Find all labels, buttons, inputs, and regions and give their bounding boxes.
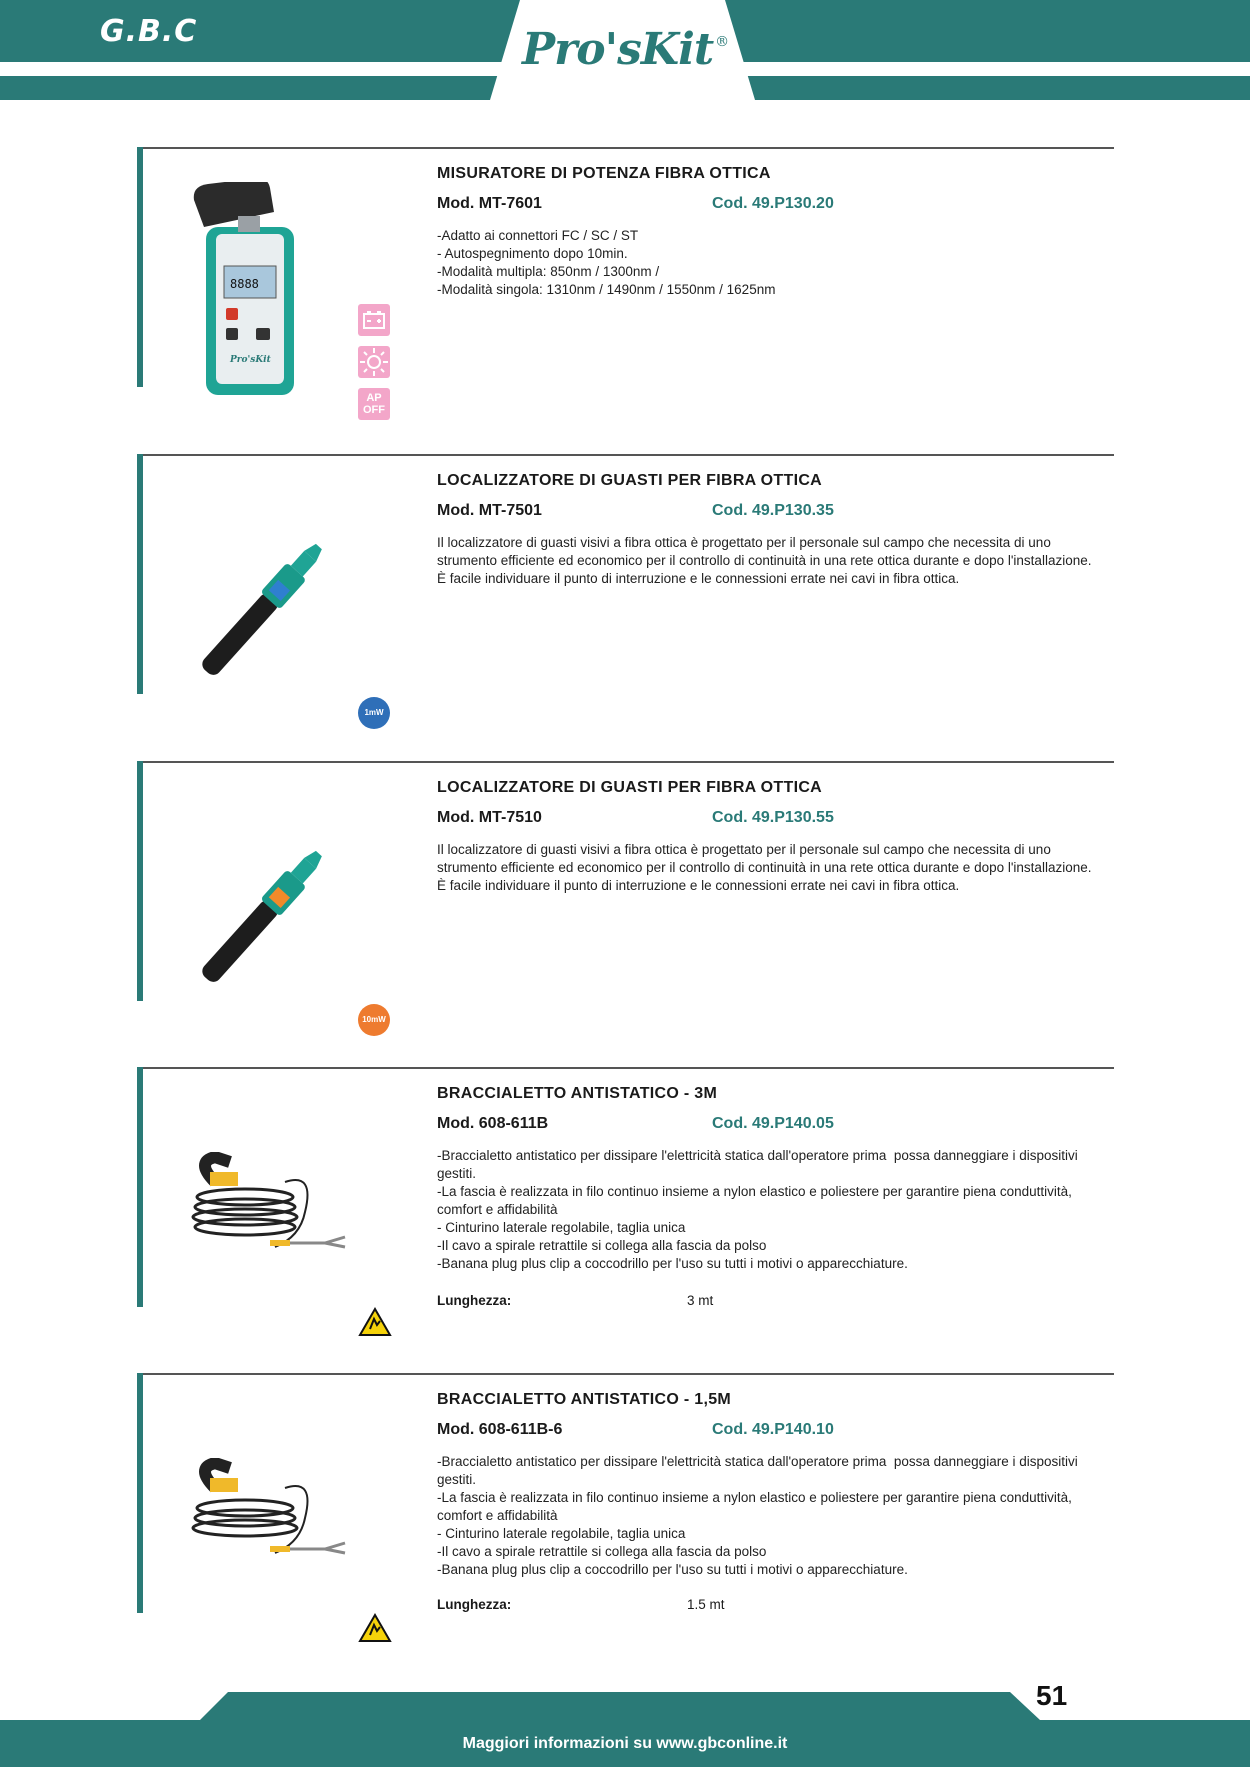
product-accent-bar <box>137 761 143 1001</box>
product-code: Cod. 49.P130.55 <box>712 809 834 826</box>
product-divider <box>143 454 1114 456</box>
fault-locator-image <box>170 831 350 1006</box>
product-title: BRACCIALETTO ANTISTATICO - 3M <box>437 1085 718 1102</box>
product-model: Mod. MT-7501 <box>437 502 542 519</box>
product-description: Il localizzatore di guasti visivi a fibra ottica è progettato per il personale sul campo che necessita di uno strumento efficiente ed economico per il controllo di continuità in una rete ottica durante e dopo l'installazione. È facile individuare il punto di interruzione e le connessioni errate nei cavi in fibra ottica. <box>437 842 1092 893</box>
product-divider <box>143 1067 1114 1069</box>
product-model: Mod. MT-7601 <box>437 195 542 212</box>
product-model: Mod. 608-611B-6 <box>437 1421 563 1438</box>
battery-icon <box>358 304 390 336</box>
product-title: LOCALIZZATORE DI GUASTI PER FIBRA OTTICA <box>437 779 823 796</box>
product-accent-bar <box>137 1067 143 1307</box>
product-608-611b-6 <box>0 1373 1250 1673</box>
product-code: Cod. 49.P140.05 <box>712 1115 834 1132</box>
footer-website-link[interactable]: Maggiori informazioni su www.gbconline.it <box>462 1735 788 1752</box>
power-meter-image <box>190 182 310 397</box>
auto-power-off-icon: AP OFF <box>358 388 390 420</box>
product-mt-7510 <box>0 761 1250 1061</box>
backlight-icon <box>358 346 390 378</box>
product-mt-7501 <box>0 454 1250 754</box>
antistatic-wristband-image <box>185 1152 355 1267</box>
product-title: BRACCIALETTO ANTISTATICO - 1,5M <box>437 1391 732 1408</box>
spec-label: Lunghezza: <box>437 1293 512 1308</box>
product-accent-bar <box>137 1373 143 1613</box>
product-accent-bar <box>137 454 143 694</box>
product-title: LOCALIZZATORE DI GUASTI PER FIBRA OTTICA <box>437 472 823 489</box>
svg-text:Pro'sKit: Pro'sKit <box>230 355 271 365</box>
product-model: Mod. 608-611B <box>437 1115 549 1132</box>
product-model: Mod. MT-7510 <box>437 809 542 826</box>
antistatic-wristband-image <box>185 1458 355 1573</box>
gbc-logo: G.B.C <box>100 14 198 49</box>
product-divider <box>143 1373 1114 1375</box>
product-accent-bar <box>137 147 143 387</box>
product-608-611b <box>0 1067 1250 1367</box>
product-description: -Braccialetto antistatico per dissipare l'elettricità statica dall'operatore prima possa danneggiare i dispositivi gestiti. -La fascia è realizzata in filo continuo insieme a nylon elastico e poliestere per garantire piena conduttività, comfort e affidabilità - Cinturino laterale regolabile, taglia unica -Il cavo a spirale retrattile si collega alla fascia da polso -Banana plug plus clip a coccodrillo per l'uso su tutti i motivi o apparecchiature. <box>437 1454 1078 1577</box>
product-description: Il localizzatore di guasti visivi a fibra ottica è progettato per il personale sul campo che necessita di uno strumento efficiente ed economico per il controllo di continuità in una rete ottica durante e dopo l'installazione. È facile individuare il punto di interruzione e le connessioni errate nei cavi in fibra ottica. <box>437 535 1092 586</box>
product-mt-7601 <box>0 147 1250 447</box>
page-number: 51 <box>1036 1680 1068 1711</box>
proskit-logo: Pro'sKit ® <box>522 24 729 75</box>
power-badge-10mw: 10mW <box>358 1004 390 1036</box>
product-description: -Braccialetto antistatico per dissipare l'elettricità statica dall'operatore prima possa danneggiare i dispositivi gestiti. -La fascia è realizzata in filo continuo insieme a nylon elastico e poliestere per garantire piena conduttività, comfort e affidabilità - Cinturino laterale regolabile, taglia unica -Il cavo a spirale retrattile si collega alla fascia da polso -Banana plug plus clip a coccodrillo per l'uso su tutti i motivi o apparecchiature. <box>437 1148 1078 1271</box>
spec-label: Lunghezza: <box>437 1597 512 1612</box>
product-divider <box>143 147 1114 149</box>
product-divider <box>143 761 1114 763</box>
product-code: Cod. 49.P140.10 <box>712 1421 834 1438</box>
esd-warning-icon <box>358 1613 392 1643</box>
svg-text:8888: 8888 <box>230 277 259 291</box>
spec-length <box>437 1597 725 1612</box>
power-badge-1mw: 1mW <box>358 697 390 729</box>
product-description: -Adatto ai connettori FC / SC / ST - Autospegnimento dopo 10min. -Modalità multipla: 850nm / 1300nm / -Modalità singola: 1310nm / 1490nm / 1550nm / 1625nm <box>437 228 776 297</box>
spec-value: 1.5 mt <box>687 1597 725 1612</box>
fault-locator-image <box>170 524 350 699</box>
esd-warning-icon <box>358 1307 392 1337</box>
product-code: Cod. 49.P130.20 <box>712 195 834 212</box>
spec-length <box>437 1293 714 1308</box>
product-code: Cod. 49.P130.35 <box>712 502 834 519</box>
spec-value: 3 mt <box>687 1293 714 1308</box>
product-title: MISURATORE DI POTENZA FIBRA OTTICA <box>437 165 771 182</box>
